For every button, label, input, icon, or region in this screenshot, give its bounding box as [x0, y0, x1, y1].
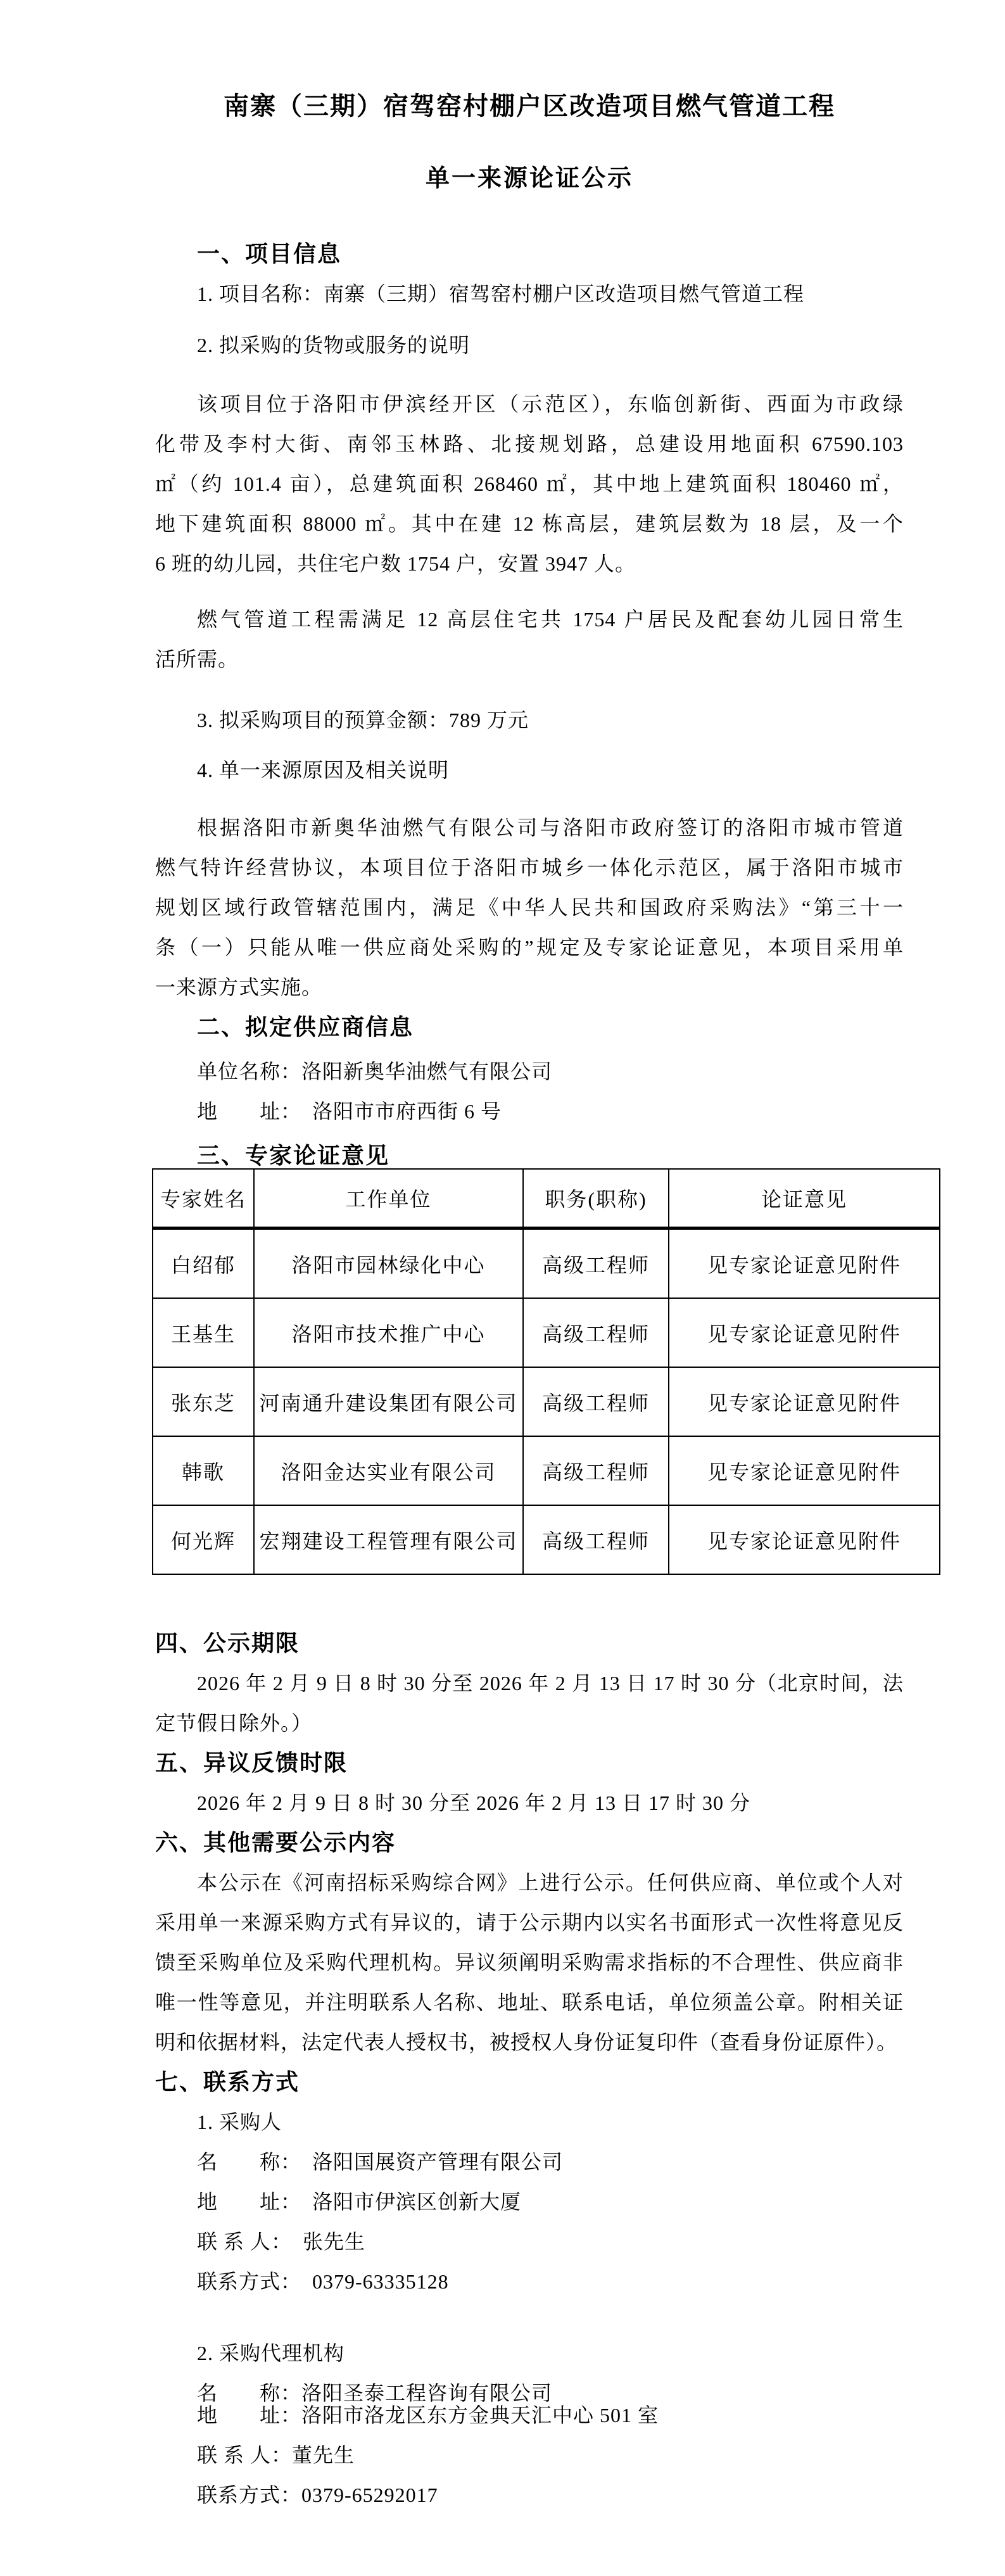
text-line: 根据洛阳市新奥华油燃气有限公司与洛阳市政府签订的洛阳市城市管道 [197, 816, 904, 839]
cell-job-title: 高级工程师 [523, 1367, 669, 1436]
expert-table-body [153, 1228, 940, 1575]
purchaser-name: 名 称： 洛阳国展资产管理有限公司 [197, 2150, 564, 2173]
cell-expert-name: 张东芝 [153, 1367, 254, 1436]
purchaser-phone: 联系方式： 0379-63335128 [197, 2270, 449, 2293]
cell-opinion: 见专家论证意见附件 [669, 1367, 940, 1436]
text-line: 地下建筑面积 88000 ㎡。其中在建 12 栋高层，建筑层数为 18 层，及一个 [155, 512, 904, 535]
section2-heading: 二、拟定供应商信息 [197, 1014, 414, 1040]
text-line: 明和依据材料，法定代表人授权书，被授权人身份证复印件（查看身份证原件）。 [155, 2031, 898, 2054]
text-line: ㎡（约 101.4 亩），总建筑面积 268460 ㎡，其中地上建筑面积 180460 ㎡， [155, 472, 904, 495]
text-line: 该项目位于洛阳市伊滨经开区（示范区），东临创新街、西面为市政绿 [197, 393, 904, 415]
table-row [153, 1436, 940, 1505]
section7-heading: 七、联系方式 [155, 2069, 300, 2095]
cell-work-unit: 洛阳市技术推广中心 [254, 1298, 523, 1367]
purchaser-address: 地 址： 洛阳市伊滨区创新大厦 [197, 2190, 522, 2213]
table-row [153, 1298, 940, 1367]
section4-heading: 四、公示期限 [155, 1631, 300, 1656]
expert-table-header [153, 1169, 940, 1228]
cell-job-title: 高级工程师 [523, 1505, 669, 1574]
agency-label: 2. 采购代理机构 [197, 2342, 345, 2364]
text-line: 2026 年 2 月 9 日 8 时 30 分至 2026 年 2 月 13 日 17 时 30 分 [197, 1791, 751, 1814]
section1-item-budget: 3. 拟采购项目的预算金额：789 万元 [197, 709, 529, 731]
cell-opinion: 见专家论证意见附件 [669, 1505, 940, 1574]
section1-item-project-name: 1. 项目名称：南寨（三期）宿驾窑村棚户区改造项目燃气管道工程 [197, 282, 805, 305]
text-line: 燃气管道工程需满足 12 高层住宅共 1754 户居民及配套幼儿园日常生 [197, 608, 904, 631]
purchaser-label: 1. 采购人 [197, 2111, 282, 2133]
section6-heading: 六、其他需要公示内容 [155, 1830, 396, 1855]
supplier-address: 地 址： 洛阳市市府西街 6 号 [197, 1100, 502, 1123]
text-line: 规划区域行政管辖范围内，满足《中华人民共和国政府采购法》“第三十一 [155, 896, 904, 919]
cell-expert-name: 韩歌 [153, 1436, 254, 1505]
cell-work-unit: 洛阳市园林绿化中心 [254, 1228, 523, 1299]
table-row [153, 1367, 940, 1436]
cell-opinion: 见专家论证意见附件 [669, 1228, 940, 1299]
text-line: 化带及李村大街、南邻玉林路、北接规划路，总建设用地面积 67590.103 [155, 432, 904, 455]
cell-opinion: 见专家论证意见附件 [669, 1436, 940, 1505]
text-line: 活所需。 [155, 648, 239, 671]
table-header-row [153, 1169, 940, 1228]
expert-opinion-table [152, 1168, 940, 1575]
cell-job-title: 高级工程师 [523, 1228, 669, 1299]
table-row [153, 1228, 940, 1299]
table-row [153, 1505, 940, 1574]
header-expert-name: 专家姓名 [153, 1169, 254, 1228]
section1-item-single-source-reason: 4. 单一来源原因及相关说明 [197, 759, 450, 781]
text-line: 燃气特许经营协议，本项目位于洛阳市城乡一体化示范区，属于洛阳市城市 [155, 856, 904, 879]
header-job-title: 职务(职称) [523, 1169, 669, 1228]
text-line: 6 班的幼儿园，共住宅户数 1754 户，安置 3947 人。 [155, 552, 636, 575]
cell-work-unit: 宏翔建设工程管理有限公司 [254, 1505, 523, 1574]
cell-expert-name: 白绍郁 [153, 1228, 254, 1299]
section1-item-goods-desc: 2. 拟采购的货物或服务的说明 [197, 334, 471, 357]
header-work-unit: 工作单位 [254, 1169, 523, 1228]
project-description-paragraph [155, 384, 904, 584]
section5-heading: 五、异议反馈时限 [155, 1750, 348, 1776]
supplier-name: 单位名称：洛阳新奥华油燃气有限公司 [197, 1060, 553, 1083]
document-subtitle: 单一来源论证公示 [425, 165, 633, 192]
text-line: 定节假日除外。） [155, 1712, 313, 1734]
text-line: 唯一性等意见，并注明联系人名称、地址、联系电话，单位须盖公章。附相关证 [155, 1991, 904, 2014]
objection-deadline-paragraph [155, 1783, 904, 1823]
agency-phone: 联系方式：0379-65292017 [197, 2484, 438, 2506]
section1-heading: 一、项目信息 [197, 241, 342, 267]
header-opinion: 论证意见 [669, 1169, 940, 1228]
text-line: 一来源方式实施。 [155, 976, 323, 999]
text-line: 2026 年 2 月 9 日 8 时 30 分至 2026 年 2 月 13 日 17 时 30 分（北京时间，法 [197, 1672, 904, 1695]
other-publicity-paragraph [155, 1863, 904, 2062]
cell-job-title: 高级工程师 [523, 1298, 669, 1367]
section3-heading: 三、专家论证意见 [197, 1143, 390, 1168]
single-source-reason-paragraph [155, 808, 904, 1007]
text-line: 本公示在《河南招标采购综合网》上进行公示。任何供应商、单位或个人对 [197, 1871, 904, 1894]
text-line: 条（一）只能从唯一供应商处采购的”规定及专家论证意见，本项目采用单 [155, 936, 904, 959]
purchaser-contact-person: 联 系 人： 张先生 [197, 2230, 366, 2253]
cell-work-unit: 洛阳金达实业有限公司 [254, 1436, 523, 1505]
cell-job-title: 高级工程师 [523, 1436, 669, 1505]
agency-name: 名 称：洛阳圣泰工程咨询有限公司 [197, 2382, 553, 2404]
agency-contact-person: 联 系 人：董先生 [197, 2444, 355, 2466]
agency-address: 地 址：洛阳市洛龙区东方金典天汇中心 501 室 [197, 2404, 659, 2427]
text-line: 馈至采购单位及采购代理机构。异议须阐明采购需求指标的不合理性、供应商非 [155, 1951, 904, 1974]
document-title: 南寨（三期）宿驾窑村棚户区改造项目燃气管道工程 [224, 92, 835, 120]
cell-work-unit: 河南通升建设集团有限公司 [254, 1367, 523, 1436]
cell-expert-name: 何光辉 [153, 1505, 254, 1574]
cell-opinion: 见专家论证意见附件 [669, 1298, 940, 1367]
text-line: 采用单一来源采购方式有异议的，请于公示期内以实名书面形式一次性将意见反 [155, 1911, 904, 1934]
cell-expert-name: 王基生 [153, 1298, 254, 1367]
publicity-period-paragraph [155, 1664, 904, 1743]
gas-demand-paragraph [155, 600, 904, 679]
